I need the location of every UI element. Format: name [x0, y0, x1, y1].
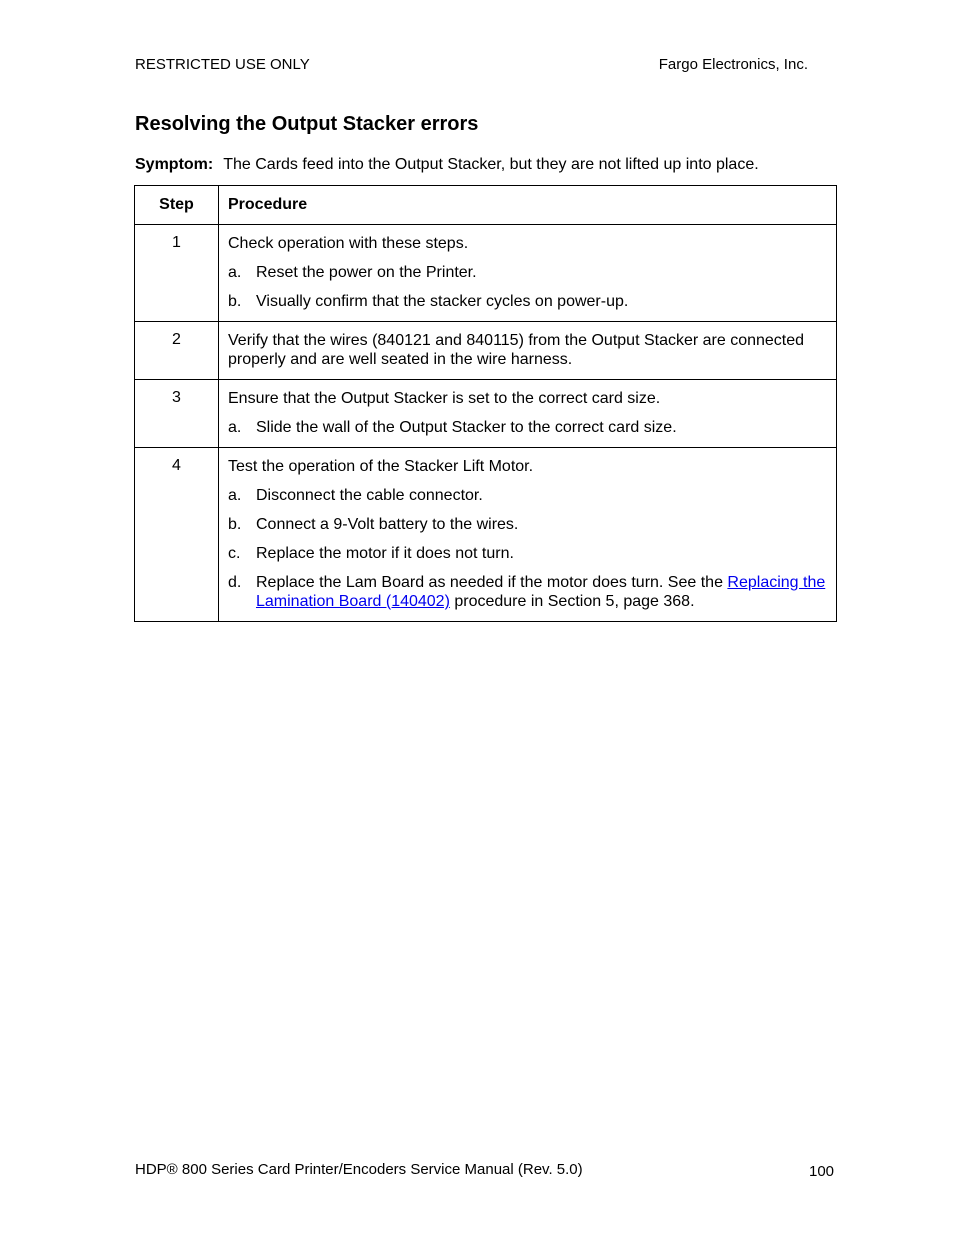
header-company-name: Fargo Electronics, Inc. [658, 56, 808, 73]
sub-step-text: Replace the motor if it does not turn. [256, 545, 514, 562]
sub-step-text: Disconnect the cable connector. [256, 487, 483, 504]
sub-step-letter: a. [228, 264, 242, 281]
sub-step-letter: a. [228, 487, 242, 504]
footer-manual-title: HDP® 800 Series Card Printer/Encoders Service Manual (Rev. 5.0) [135, 1161, 583, 1178]
symptom-text: The Cards feed into the Output Stacker, but they are not lifted up into place. [223, 156, 759, 173]
step-number: 3 [135, 380, 219, 448]
symptom-label: Symptom: [135, 156, 214, 173]
step-number: 1 [135, 225, 219, 322]
sub-step [228, 418, 827, 437]
table-header-row [135, 186, 837, 225]
sub-step [228, 544, 827, 563]
sub-step [228, 515, 827, 534]
step-procedure [219, 225, 837, 322]
page-title: Resolving the Output Stacker errors [135, 113, 479, 135]
step-procedure [219, 322, 837, 380]
step-procedure [219, 380, 837, 448]
step-intro: Verify that the wires (840121 and 840115) from the Output Stacker are connected properly and are well seated in the wire harness. [228, 332, 805, 368]
sub-step-text-after: procedure in Section 5, page 368. [449, 593, 695, 610]
table-row [135, 322, 837, 380]
sub-step-letter: b. [228, 293, 242, 310]
column-header-step: Step [135, 186, 219, 225]
step-intro: Check operation with these steps. [228, 235, 469, 252]
sub-step-text: Visually confirm that the stacker cycles on power-up. [256, 293, 629, 310]
column-header-procedure: Procedure [219, 186, 837, 225]
sub-step-letter: a. [228, 419, 242, 436]
table-row [135, 448, 837, 622]
step-intro: Test the operation of the Stacker Lift Motor. [228, 458, 534, 475]
sub-step [228, 486, 827, 505]
step-number: 4 [135, 448, 219, 622]
sub-step-text-before: Replace the Lam Board as needed if the motor does turn. See the [256, 574, 728, 591]
lamination-board-procedure-link[interactable]: Replacing the Lamination Board (140402) [256, 574, 826, 610]
step-intro: Ensure that the Output Stacker is set to the correct card size. [228, 390, 661, 407]
procedure-table [134, 185, 837, 622]
sub-step-text [256, 573, 827, 611]
sub-step-letter: b. [228, 516, 242, 533]
symptom-line [135, 156, 759, 174]
header-restricted-label: RESTRICTED USE ONLY [135, 56, 310, 73]
sub-step-text: Reset the power on the Printer. [256, 264, 477, 281]
table-row [135, 380, 837, 448]
footer-page-number: 100 [809, 1163, 835, 1180]
step-number: 2 [135, 322, 219, 380]
sub-step-letter: c. [228, 545, 241, 562]
sub-step [228, 263, 827, 282]
sub-step-text: Connect a 9-Volt battery to the wires. [256, 516, 519, 533]
sub-step [228, 292, 827, 311]
step-procedure [219, 448, 837, 622]
sub-step-text: Slide the wall of the Output Stacker to the correct card size. [256, 419, 677, 436]
table-row [135, 225, 837, 322]
sub-step-letter: d. [228, 574, 242, 591]
sub-step [228, 573, 827, 611]
